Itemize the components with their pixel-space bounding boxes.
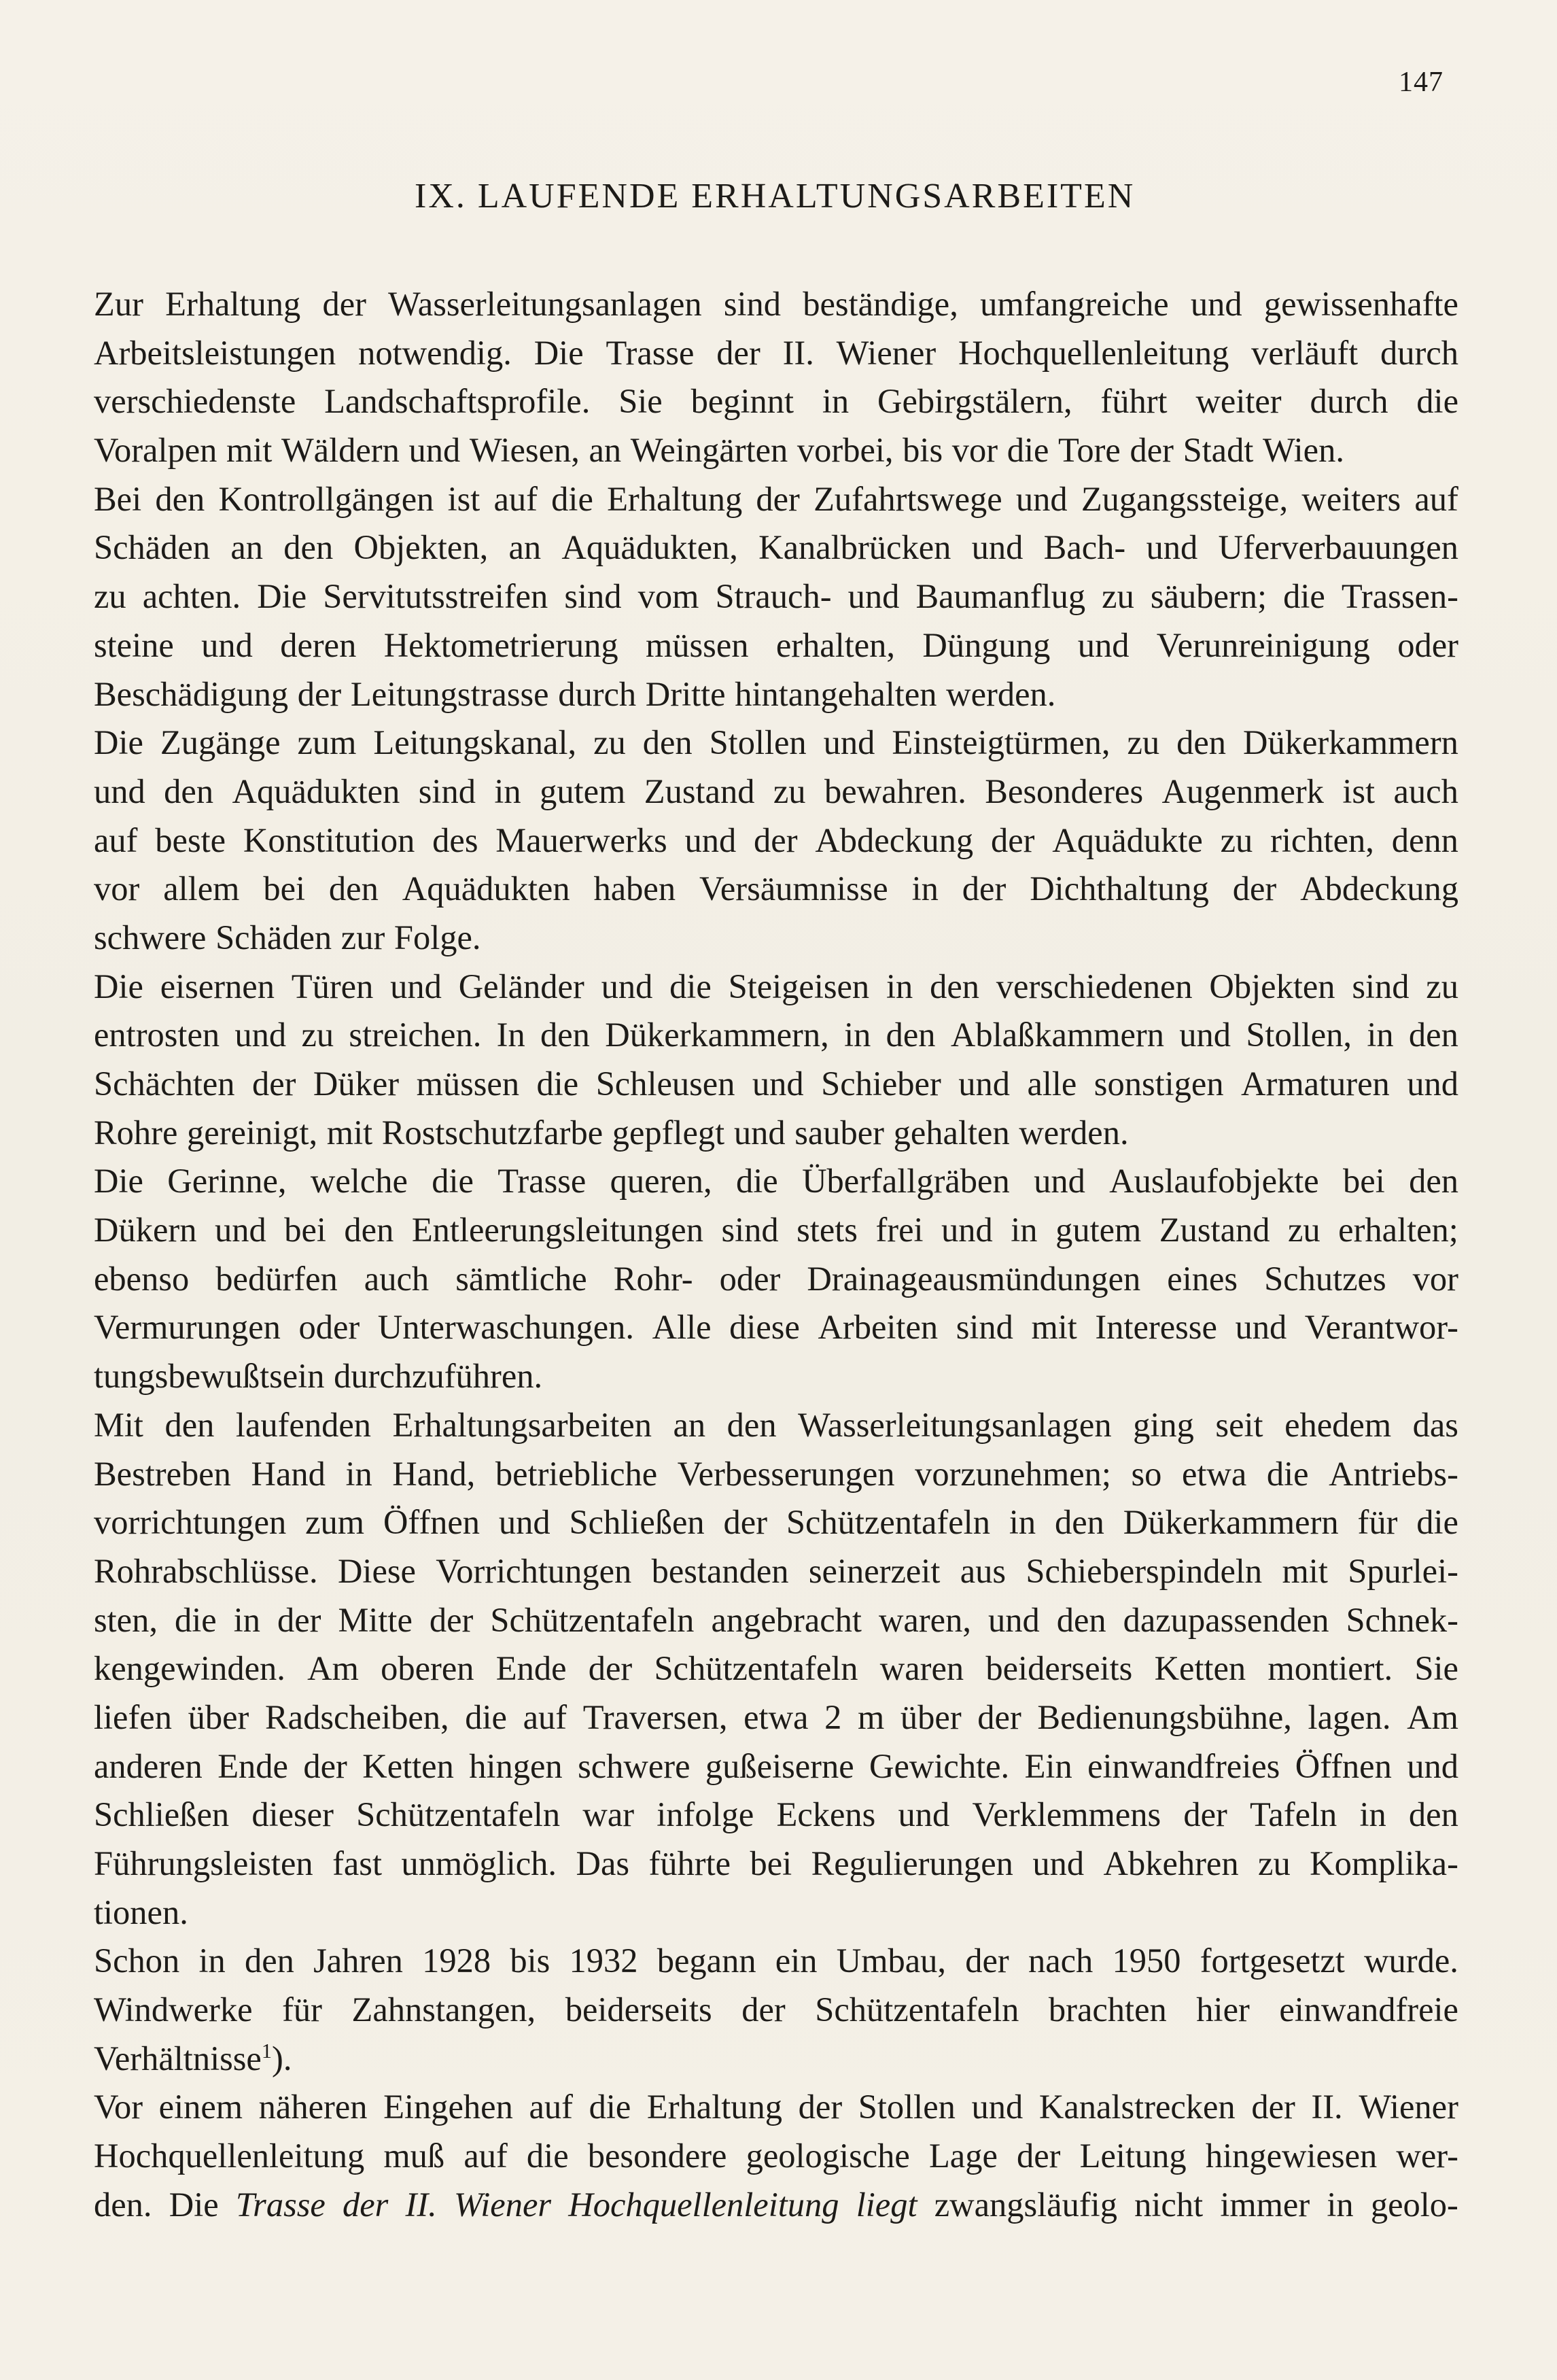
text-line: Schächten der Düker müssen die Schleusen und Schieber und alle sonstigen Armaturen und [94,1065,1458,1103]
text-line: kengewinden. Am oberen Ende der Schützentafeln waren beiderseits Ketten montiert. Sie [94,1649,1458,1688]
text-line: Rohrabschlüsse. Diese Vorrichtungen bestanden seinerzeit aus Schieberspindeln mit Spurlei- [94,1551,1458,1590]
text-line: anderen Ende der Ketten hingen schwere gußeiserne Gewichte. Ein einwandfreies Öffnen und [94,1746,1458,1785]
text-line: Beschädigung der Leitungstrasse durch Dritte hintangehalten werden. [94,674,1056,713]
chapter-title: IX. LAUFENDE ERHALTUNGSARBEITEN [415,177,1136,215]
text-line: auf beste Konstitution des Mauerwerks und der Abdeckung der Aquädukte zu richten, denn [94,821,1458,859]
text-line: Die Zugänge zum Leitungskanal, zu den Stollen und Einsteigtürmen, zu den Dükerkammern [94,723,1458,762]
text-line: Vermurungen oder Unterwaschungen. Alle diese Arbeiten sind mit Interesse und Verantwor- [94,1308,1458,1347]
text-line: Windwerke für Zahnstangen, beiderseits der Schützentafeln brachten hier einwandfreie [94,1990,1458,2029]
text-line: Rohre gereinigt, mit Rostschutzfarbe gepflegt und sauber gehalten werden. [94,1113,1129,1152]
text-line: ebenso bedürfen auch sämtliche Rohr- oder Drainageausmündungen eines Schutzes vor [94,1259,1458,1298]
page-number: 147 [1399,67,1444,98]
text-line: tungsbewußtsein durchzuführen. [94,1357,543,1396]
text-line: verschiedenste Landschaftsprofile. Sie beginnt in Gebirgstälern, führt weiter durch die [94,382,1458,421]
text-line: Die Gerinne, welche die Trasse queren, die Überfallgräben und Auslaufobjekte bei den [94,1162,1458,1201]
text-line: Bei den Kontrollgängen ist auf die Erhaltung der Zufahrtswege und Zugangssteige, weiters auf [94,479,1458,518]
text-line: Führungsleisten fast unmöglich. Das führte bei Regulierungen und Abkehren zu Komplika- [94,1844,1458,1882]
text-line: Schäden an den Objekten, an Aquädukten, Kanalbrücken und Bach- und Uferverbauungen [94,528,1458,567]
text-line: Schließen dieser Schützentafeln war infolge Eckens und Verklemmens der Tafeln in den [94,1795,1458,1834]
text-line: liefen über Radscheiben, die auf Traversen, etwa 2 m über der Bedienungsbühne, lagen. Am [94,1697,1458,1736]
text-line: entrosten und zu streichen. In den Dükerkammern, in den Ablaßkammern und Stollen, in den [94,1016,1458,1054]
text-line: Dükern und bei den Entleerungsleitungen sind stets frei und in gutem Zustand zu erhalten; [94,1211,1458,1249]
text-line: Bestreben Hand in Hand, betriebliche Verbesserungen vorzunehmen; so etwa die Antriebs- [94,1454,1458,1493]
text-line: schwere Schäden zur Folge. [94,918,481,956]
text-line: Voralpen mit Wäldern und Wiesen, an Weingärten vorbei, bis vor die Tore der Stadt Wien. [94,431,1344,470]
text-line: Die eisernen Türen und Geländer und die Steigeisen in den verschiedenen Objekten sind zu [94,967,1458,1005]
text-line: und den Aquädukten sind in gutem Zustand zu bewahren. Besonderes Augenmerk ist auch [94,772,1458,810]
text-line: Arbeitsleistungen notwendig. Die Trasse der II. Wiener Hochquellenleitung verläuft durch [94,333,1458,372]
text-line: den. Die Trasse der II. Wiener Hochquellenleitung liegt zwangsläufig nicht immer in geolo- [94,2185,1458,2224]
text-line: Verhältnisse$^1$). [94,2039,292,2077]
text-line: Hochquellenleitung muß auf die besondere geologische Lage der Leitung hingewiesen wer- [94,2137,1458,2175]
text-line: tionen. [94,1893,188,1931]
text-line: sten, die in der Mitte der Schützentafeln angebracht waren, und den dazupassenden Schnek- [94,1600,1458,1639]
text-line: Vor einem näheren Eingehen auf die Erhaltung der Stollen und Kanalstrecken der II. Wiener [94,2088,1458,2126]
text-line: zu achten. Die Servitutsstreifen sind vom Strauch- und Baumanflug zu säubern; die Trassen- [94,577,1458,616]
text-line: vor allem bei den Aquädukten haben Versäumnisse in der Dichthaltung der Abdeckung [94,869,1458,908]
text-line: Schon in den Jahren 1928 bis 1932 begann ein Umbau, der nach 1950 fortgesetzt wurde. [94,1942,1458,1980]
text-line: vorrichtungen zum Öffnen und Schließen der Schützentafeln in den Dükerkammern für die [94,1503,1458,1542]
text-line: steine und deren Hektometrierung müssen erhalten, Düngung und Verunreinigung oder [94,625,1458,664]
text-line: Zur Erhaltung der Wasserleitungsanlagen sind beständige, umfangreiche und gewissenhafte [94,285,1458,323]
body-text [94,280,1458,2230]
text-line: Mit den laufenden Erhaltungsarbeiten an den Wasserleitungsanlagen ging seit ehedem das [94,1405,1458,1444]
